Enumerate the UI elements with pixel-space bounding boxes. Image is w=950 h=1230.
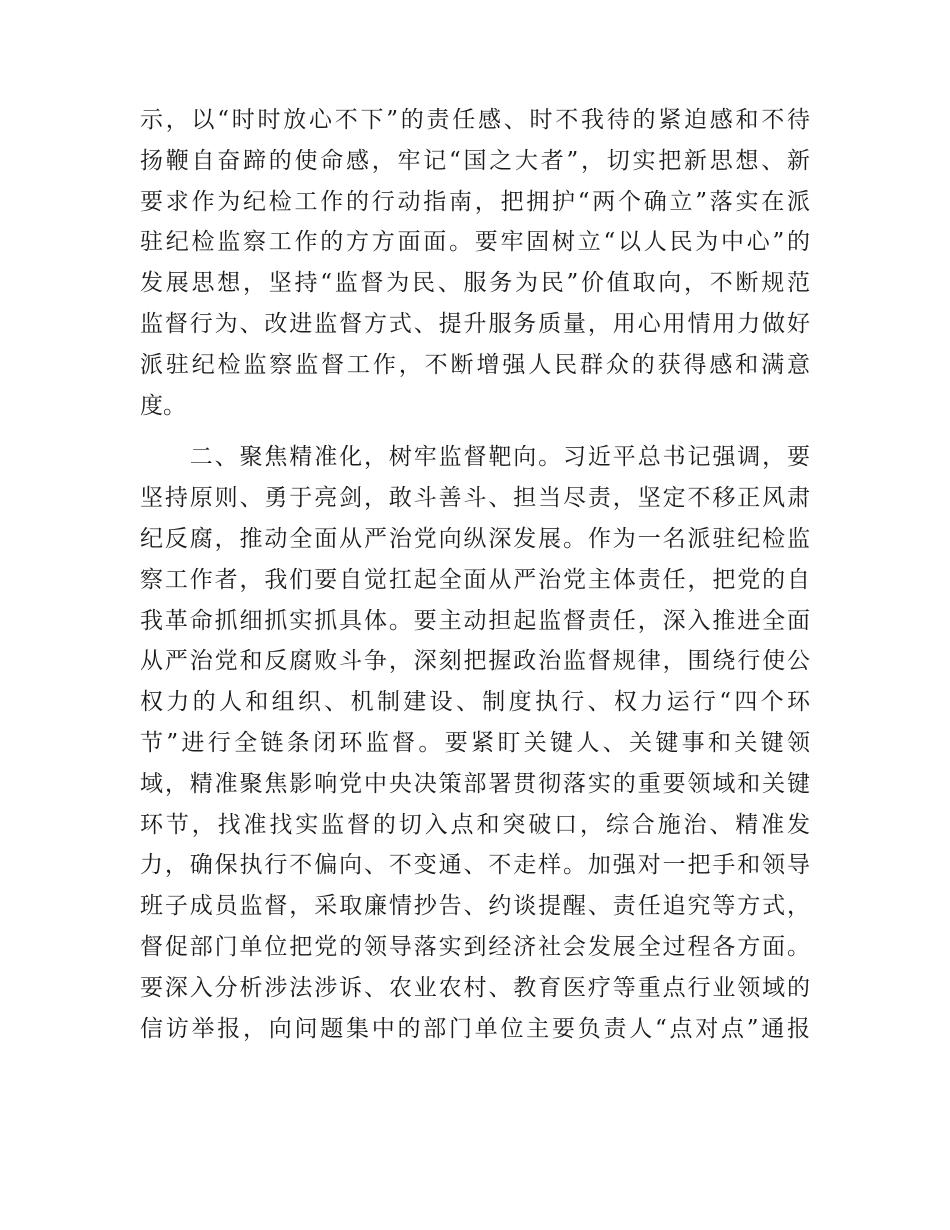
- paragraph-1-line-5: 发展思想，坚持“监督为民、服务为民”价值取向，不断规范: [140, 270, 810, 297]
- paragraph-2-line-4: 察工作者，我们要自觉扛起全面从严治党主体责任，把党的自: [140, 566, 810, 593]
- paragraph-1-line-1: 示，以“时时放心不下”的责任感、时不我待的紧迫感和不待: [140, 107, 810, 133]
- paragraph-2-line-10: 环节，找准找实监督的切入点和突破口，综合施治、精准发: [140, 811, 810, 838]
- paragraph-2-line-3: 纪反腐，推动全面从严治党向纵深发展。作为一名派驻纪检监: [140, 525, 810, 552]
- document-body: [140, 100, 810, 1049]
- paragraph-spacer: [140, 426, 810, 437]
- paragraph-1: [140, 100, 810, 426]
- paragraph-2-line-9: 域，精准聚焦影响党中央决策部署贯彻落实的重要领域和关键: [140, 770, 810, 797]
- paragraph-2-line-8: 节”进行全链条闭环监督。要紧盯关键人、关键事和关键领: [140, 729, 810, 756]
- paragraph-2-line-14: 要深入分析涉法涉诉、农业农村、教育医疗等重点行业领域的: [140, 974, 810, 1001]
- paragraph-1-line-4: 驻纪检监察工作的方方面面。要牢固树立“以人民为中心”的: [140, 229, 810, 256]
- paragraph-2-line-12: 班子成员监督，采取廉情抄告、约谈提醒、责任追究等方式，: [140, 893, 810, 920]
- paragraph-2-line-7: 权力的人和组织、机制建设、制度执行、权力运行“四个环: [140, 689, 810, 716]
- paragraph-2-line-1: 二、聚焦精准化，树牢监督靶向。习近平总书记强调，要: [140, 444, 810, 471]
- paragraph-2-line-5: 我革命抓细抓实抓具体。要主动担起监督责任，深入推进全面: [140, 607, 810, 634]
- paragraph-1-line-7: 派驻纪检监察监督工作，不断增强人民群众的获得感和满意: [140, 351, 810, 378]
- paragraph-2-line-2: 坚持原则、勇于亮剑，敢斗善斗、担当尽责，坚定不移正风肃: [140, 485, 810, 512]
- paragraph-1-line-6: 监督行为、改进监督方式、提升服务质量，用心用情用力做好: [140, 310, 810, 337]
- paragraph-2-line-13: 督促部门单位把党的领导落实到经济社会发展全过程各方面。: [140, 933, 810, 960]
- paragraph-1-line-3: 要求作为纪检工作的行动指南，把拥护“两个确立”落实在派: [140, 188, 810, 215]
- paragraph-2: [140, 437, 810, 1049]
- paragraph-2-line-15: 信访举报，向问题集中的部门单位主要负责人“点对点”通报: [140, 1015, 810, 1042]
- paragraph-2-line-6: 从严治党和反腐败斗争，深刻把握政治监督规律，围绕行使公: [140, 648, 810, 675]
- paragraph-1-line-8: 度。: [140, 392, 186, 419]
- paragraph-1-line-2: 扬鞭自奋蹄的使命感，牢记“国之大者”，切实把新思想、新: [140, 147, 810, 174]
- paragraph-2-line-11: 力，确保执行不偏向、不变通、不走样。加强对一把手和领导: [140, 852, 810, 879]
